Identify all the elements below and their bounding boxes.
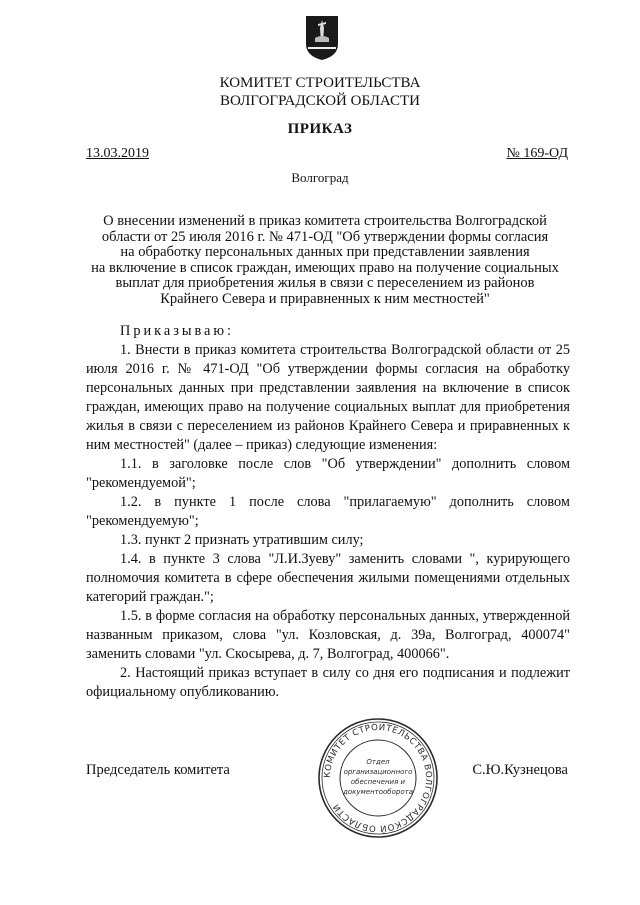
paragraph-1: 1. Внести в приказ комитета строительства Волгоградской области от 25 июля 2016 г. № 471-ОД "Об утверждении формы согласия на обработку персональных данных при представлении заявления на включение в список граждан, имеющих право на получение социальных выплат для приобретения жилья в связи с переселением из районов Крайнего Севера и приравненных к ним местностей" (далее – приказ) следующие изменения: [86,342,570,453]
official-stamp [316,716,440,840]
paragraph-1-1: 1.1. в заголовке после слов "Об утверждении" дополнить словом "рекомендуемой"; [86,456,570,491]
paragraph-2: 2. Настоящий приказ вступает в силу со дня его подписания и подлежит официальному опубликованию. [86,665,570,700]
stamp-center-line: Отдел [366,758,390,766]
organization-name-line1: КОМИТЕТ СТРОИТЕЛЬСТВА [219,75,421,91]
document-date: 13.03.2019 [86,146,149,161]
heading-line: на обработку персональных данных при представлении заявления [120,244,530,260]
heading-line: области от 25 июля 2016 г. № 471-ОД "Об утверждении формы согласия [101,228,549,245]
paragraph-1-3: 1.3. пункт 2 признать утратившим силу; [120,532,364,548]
document-city: Волгоград [291,170,349,185]
paragraph-1-2: 1.2. в пункте 1 после слова "прилагаемую" дополнить словом "рекомендуемую"; [86,494,570,529]
stamp-ring-text: КОМИТЕТ СТРОИТЕЛЬСТВА ВОЛГОГРАДСКОЙ ОБЛАСТИ [322,722,434,834]
document-body [86,322,570,702]
coat-of-arms-icon [304,14,340,62]
document-heading [80,214,570,307]
stamp-center-line: документооборота [343,788,413,796]
paragraph-1-4: 1.4. в пункте 3 слова "Л.И.Зуеву" заменить словами ", курирующего полномочия комитета в сфере обеспечения жилыми помещениями отдельных категорий граждан."; [86,551,570,605]
signatory-position: Председатель комитета [86,762,230,778]
document-number: № 169-ОД [506,146,568,161]
organization-name-line2: ВОЛГОГРАДСКОЙ ОБЛАСТИ [220,93,420,109]
stamp-center-line: организационного [343,768,413,776]
document-type: ПРИКАЗ [287,121,353,137]
signatory-name: С.Ю.Кузнецова [472,762,568,778]
stamp-center-line: обеспечения и [350,778,406,786]
heading-line: О внесении изменений в приказ комитета строительства Волгоградской [103,213,547,229]
order-word: Приказываю: [120,323,235,339]
heading-line: Крайнего Севера и приравненных к ним местностей" [160,290,490,307]
paragraph-1-5: 1.5. в форме согласия на обработку персональных данных, утвержденной названным приказом, слова "ул. Козловская, д. 39а, Волгоград, 400074" заменить словами "ул. Скосырева, д. 7, Волгоград, 400066". [86,608,570,662]
heading-line: на включение в список граждан, имеющих право на получение социальных [91,259,559,276]
heading-line: выплат для приобретения жилья в связи с переселением из районов [115,275,535,291]
